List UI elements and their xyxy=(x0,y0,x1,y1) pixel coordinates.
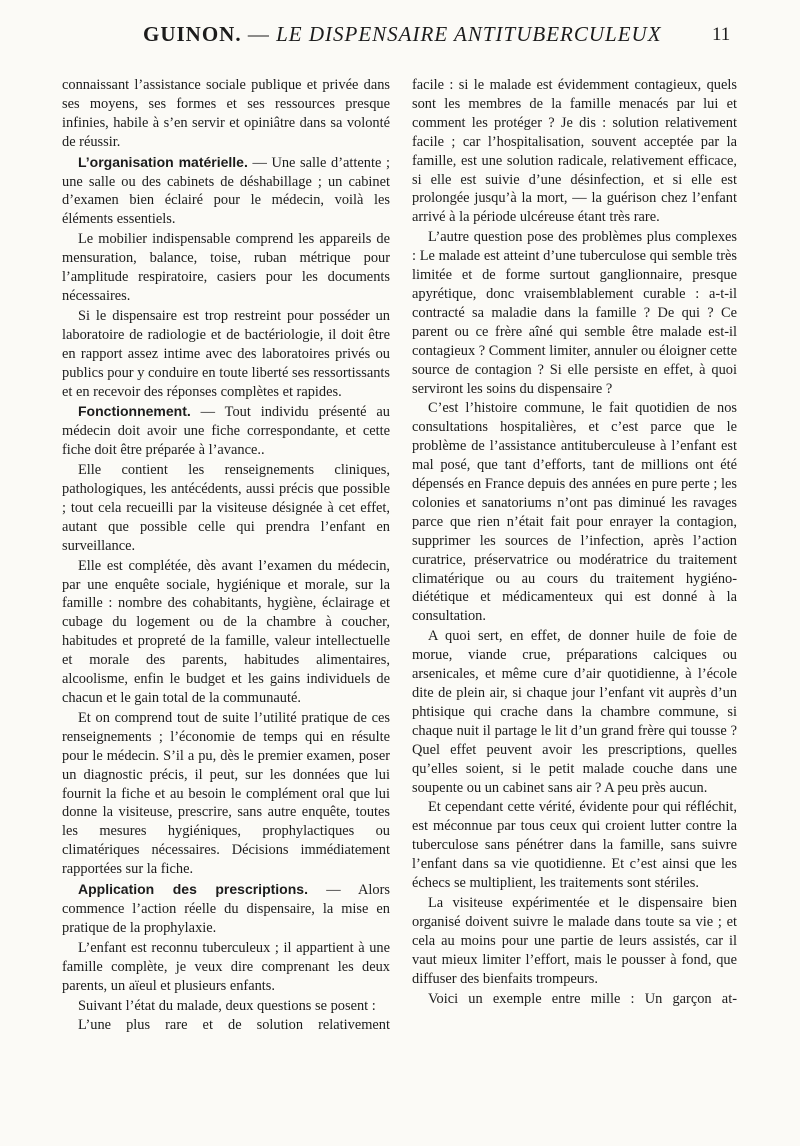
paragraph: Suivant l’état du malade, deux questions se posent : xyxy=(78,997,376,1014)
paragraph xyxy=(62,880,390,938)
paragraph: Si le dispensaire est trop restreint pour posséder un laboratoire de radiologie et de bactériologie, il doit être en rapport assez intime avec des laboratoires privés ou publics pour y conduire en toute liberté ses ressortissants et en recevoir des réponses complètes et rapides. xyxy=(62,307,390,400)
paragraph: L’une plus rare et de solution relativement xyxy=(78,1017,390,1034)
paragraph-text: — Une salle d’attente ; une salle ou des cabinets de déshabillage ; un cabinet d’examen bien éclairé pour le médecin, voilà les éléments essentiels. xyxy=(62,154,390,228)
paragraph-text: — Alors commence l’action réelle du dispensaire, la mise en pratique de la prophylaxie. xyxy=(62,882,390,936)
paragraph: connaissant l’assistance sociale publique et privée dans ses moyens, ses formes et ses ressources presque infinies, habile à s’en servir et opiniâtre dans sa volonté de réussir. xyxy=(62,77,390,150)
paragraph: Voici un exemple entre mille : Un garçon at- xyxy=(428,990,737,1007)
paragraph: L’autre question pose des problèmes plus complexes : Le malade est atteint d’une tuberculose qui semble très limitée et de forme surtout ganglionnaire, presque apyrétique, donc vraisemblablement curable : a-t-il contracté sa maladie dans la famille ? De qui ? Ce parent ou ce frère aîné qui semble être malade est-il contagieux ? Comment limiter, annuler ou éloigner cette source de contagion ? Si elle persiste en effet, à quoi serviront les soins du dispensaire ? xyxy=(412,229,737,397)
paragraph: Et cependant cette vérité, évidente pour qui réfléchit, est méconnue par tous ceux qui croient lutter contre la tuberculose sans pénétrer dans la famille, sans suivre l’enfant dans sa vie quotidienne. Et c’est ainsi que les échecs se multiplient, les traitements sont stériles. xyxy=(412,799,737,892)
paragraph-text: — Tout individu présenté au médecin doit avoir une fiche correspondante, et cette fiche doit être préparée à l’avance.. xyxy=(62,404,390,459)
section-heading: L’organisation matérielle. xyxy=(78,153,248,170)
section-heading: Application des prescriptions. xyxy=(78,881,308,898)
paragraph: C’est l’histoire commune, le fait quotidien de nos consultations hospitalières, et c’est parce que le problème de l’assistance antituberculeuse à l’enfant est mal posé, que tant d’efforts, tant de millions ont été dépensés en France depuis des années en pure perte ; les colonies et sanatoriums n’ont pas diminué les ravages parce que rien n’était fait pour enrayer la contagion, supprimer les sources de l’infection, après l’action curatrice, préservatrice ou modératrice du traitement climatérique ou au cours du traitement hygiéno-diététique et médicamenteux qui est donné à la consultation. xyxy=(412,400,737,625)
running-title xyxy=(143,22,662,47)
section-heading: Fonctionnement. xyxy=(78,403,191,420)
paragraph: A quoi sert, en effet, de donner huile de foie de morue, viande crue, préparations calciques ou arsenicales, et même cure d’air quotidienne, à l’école dite de plein air, si chaque jour l’enfant vit auprès d’un phtisique qui crache dans la chambre commune, si chaque nuit il partage le lit d’un grand frère qui tousse ? Quel effet peuvent avoir les prescriptions, quelles qu’elles soient, si le petit malade couche dans une soupente ou un cabinet sans air ? A peu près aucun. xyxy=(412,628,737,796)
author-name: GUINON. xyxy=(143,22,242,46)
paragraph: Elle contient les renseignements cliniques, pathologiques, les antécédents, aussi précis que possible ; tout cela recueilli par la visiteuse désignée à cet effet, autant que possible celle qui prendra l’enfant en surveillance. xyxy=(62,462,390,554)
paragraph: L’enfant est reconnu tuberculeux ; il appartient à une famille complète, je veux dire comprenant les deux parents, un aïeul et plusieurs enfants. xyxy=(62,939,390,994)
running-header xyxy=(0,22,800,62)
paragraph: Le mobilier indispensable comprend les appareils de mensuration, balance, toise, ruban métrique pour l’amplitude respiratoire, casiers pour les documents nécessaires. xyxy=(62,231,390,304)
left-column xyxy=(62,76,390,1136)
paragraph xyxy=(62,402,390,460)
article-title: LE DISPENSAIRE ANTITUBERCULEUX xyxy=(276,22,662,46)
paragraph xyxy=(62,153,390,230)
paragraph: La visiteuse expérimentée et le dispensaire bien organisé doivent suivre le malade dans toute sa vie ; et cela au moins pour une partie de leurs assistés, car il vaut mieux limiter l’effort, mais le pousser à fond, que diffuser des bienfaits trompeurs. xyxy=(412,894,737,987)
right-column xyxy=(412,76,737,1136)
paragraph: facile : si le malade est évidemment contagieux, quels sont les membres de la famille menacés par lui et comment les protéger ? Je dis : solution relativement facile ; car l’hospitalisation, souvent acceptée par la famille, est une solution radicale, relativement efficace, si elle est suivie d’une désinfection, et si elle est prolongée jusqu’à la mort, — la guérison chez l’enfant arrivé à la période ulcéreuse étant très rare. xyxy=(412,77,737,226)
paragraph: Et on comprend tout de suite l’utilité pratique de ces renseignements ; l’économie de temps qui en résulte pour le médecin. S’il a pu, dès le premier examen, poser un diagnostic précis, il peut, sur les données que lui fournit la fiche et au besoin le complément oral que lui donne la visiteuse, prescrire, sans autre enquête, toutes les mesures hygiéniques, prophylactiques ou climatériques nécessaires. Décisions immédiatement rapportées sur la fiche. xyxy=(62,709,390,878)
paragraph: Elle est complétée, dès avant l’examen du médecin, par une enquête sociale, hygiénique et morale, sur la famille : nombre des cohabitants, hygiène, éclairage et cubage du logement ou de la chambre à coucher, habitudes et propreté de la famille, valeur intellectuelle et morale des parents, habitudes alimentaires, alcoolisme, enfin le budget et les gains individuels de chacun et le gain total de la communauté. xyxy=(62,557,390,706)
page-number: 11 xyxy=(712,24,731,45)
title-separator: — xyxy=(241,22,277,46)
